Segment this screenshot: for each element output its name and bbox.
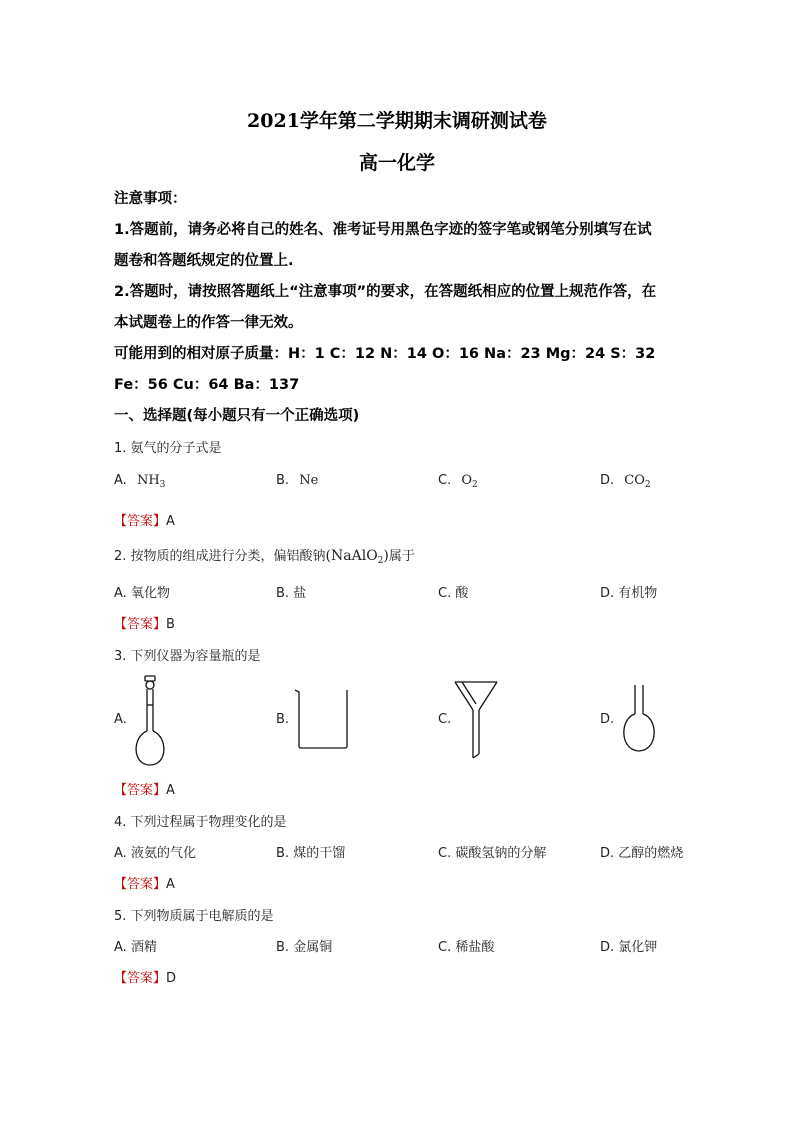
notice-item1-line2: 题卷和答题纸规定的位置上. (114, 253, 294, 269)
q2-option-c: C. 酸 (438, 586, 469, 601)
exam-subtitle: 高一化学 (358, 152, 435, 174)
q4-option-b: B. 煤的干馏 (276, 846, 346, 861)
volumetric-flask-icon (130, 675, 172, 767)
notice-item2-line2: 本试题卷上的作答一律无效。 (114, 315, 303, 331)
q3-answer: 【答案】A (114, 783, 175, 798)
question-4-stem: 4. 下列过程属于物理变化的是 (114, 815, 287, 830)
question-1-stem: 1. 氨气的分子式是 (114, 441, 222, 456)
q3-option-b-letter: B. (276, 712, 290, 727)
answer-label: 【答案】 (114, 514, 167, 529)
q2-option-b: B. 盐 (276, 586, 307, 601)
q1-option-a: A. $NH_3$ (114, 473, 166, 490)
q1-answer (114, 510, 175, 529)
q5-answer: 【答案】D (114, 971, 177, 986)
question-2-stem: 2. 按物质的组成进行分类，偏铝酸钠(NaAlO$_2$)属于 (114, 548, 415, 566)
q1-option-c: C. $O_2$ (438, 473, 478, 490)
q2-option-a: A. 氧化物 (114, 586, 170, 601)
q3-option-d-letter: D. (600, 712, 615, 727)
q3-option-c-letter: C. (438, 712, 452, 727)
q3-option-a-letter: A. (114, 712, 127, 727)
q1-option-b: B. Ne (276, 473, 319, 488)
q5-option-b: B. 金属铜 (276, 940, 333, 955)
q4-option-d: D. 乙醇的燃烧 (600, 846, 684, 861)
q2-answer: 【答案】B (114, 617, 175, 632)
q1-option-d: D. $CO_2$ (600, 473, 651, 490)
q5-option-c: C. 稀盐酸 (438, 940, 495, 955)
beaker-icon (294, 688, 350, 750)
section-heading: 一、选择题(每小题只有一个正确选项) (114, 408, 360, 424)
question-3-stem: 3. 下列仪器为容量瓶的是 (114, 649, 261, 664)
q5-option-a: A. 酒精 (114, 940, 157, 955)
exam-title: 2021学年第二学期期末调研测试卷 (247, 110, 547, 132)
q4-option-c: C. 碳酸氢钠的分解 (438, 846, 547, 861)
atomic-masses-line1: 可能用到的相对原子质量：H：1 C：12 N：14 O：16 Na：23 Mg：24 S：32 (114, 346, 656, 362)
answer-value: A (166, 514, 175, 529)
q5-option-d: D. 氯化钾 (600, 940, 658, 955)
notice-item1-line1: 1.答题前，请务必将自己的姓名、准考证号用黑色字迹的签字笔或钢笔分别填写在试 (114, 222, 652, 238)
atomic-masses-line2: Fe：56 Cu：64 Ba：137 (114, 377, 300, 393)
q2-option-d: D. 有机物 (600, 586, 658, 601)
funnel-icon (454, 680, 498, 762)
q4-option-a: A. 液氨的气化 (114, 846, 196, 861)
notice-heading: 注意事项： (114, 191, 187, 207)
notice-item2-line1: 2.答题时，请按照答题纸上“注意事项”的要求，在答题纸相应的位置上规范作答，在 (114, 284, 657, 300)
question-5-stem: 5. 下列物质属于电解质的是 (114, 909, 274, 924)
q4-answer: 【答案】A (114, 877, 175, 892)
round-bottom-flask-icon (618, 684, 660, 754)
